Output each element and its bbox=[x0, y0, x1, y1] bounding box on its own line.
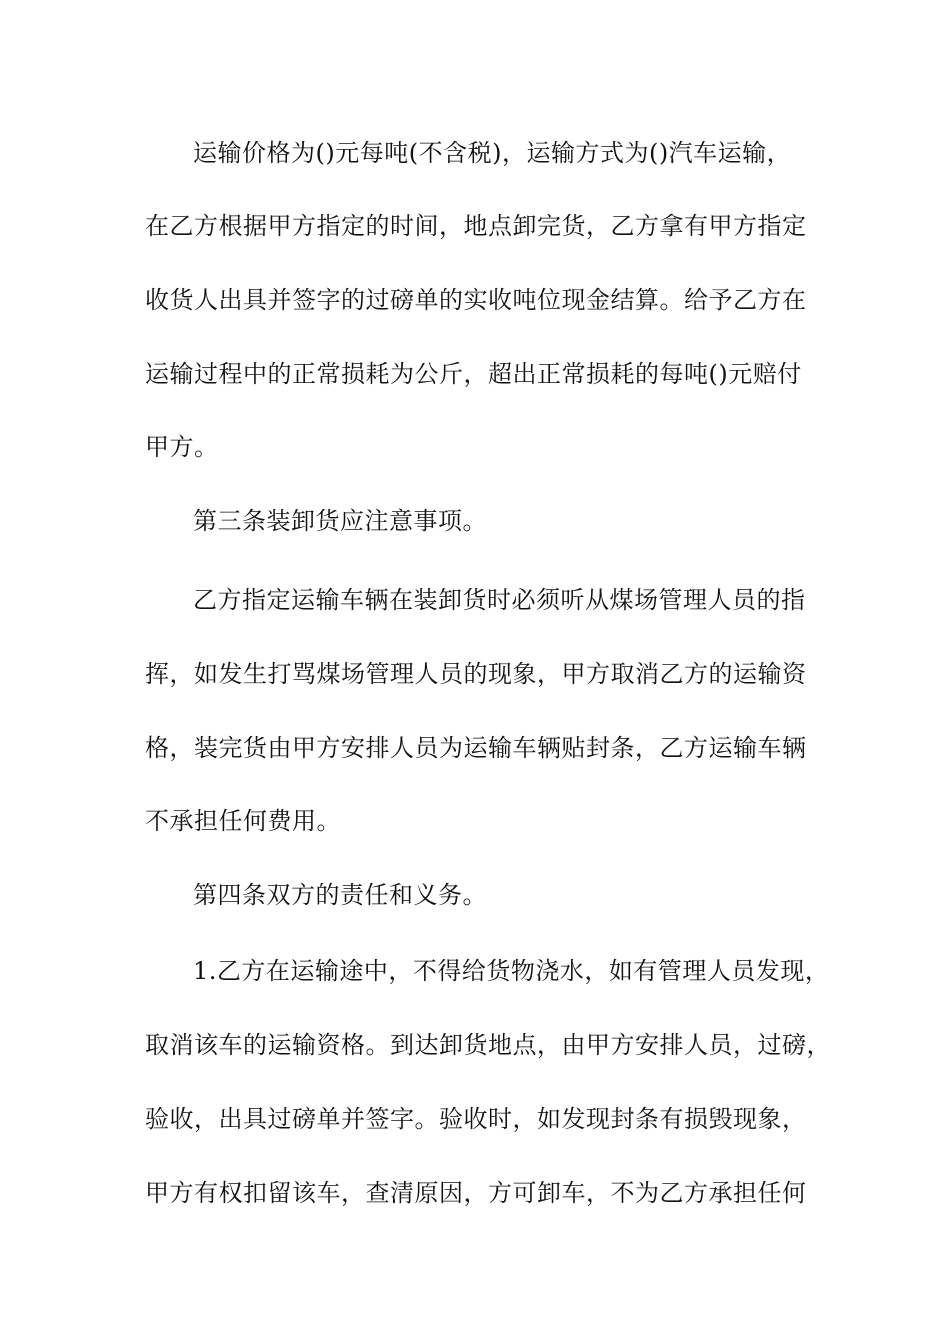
paragraph-line: 甲方。 bbox=[145, 433, 219, 461]
paragraph-line: 验收，出具过磅单并签字。验收时，如发现封条有损毁现象， bbox=[145, 1105, 807, 1133]
paragraph-line: 格，装完货由甲方安排人员为运输车辆贴封条，乙方运输车辆 bbox=[145, 734, 807, 762]
paragraph-line: 运输过程中的正常损耗为公斤，超出正常损耗的每吨()元赔付 bbox=[145, 360, 802, 388]
section-heading: 第三条装卸货应注意事项。 bbox=[193, 507, 487, 535]
section-heading: 第四条双方的责任和义务。 bbox=[193, 881, 487, 909]
paragraph-line: 不承担任何费用。 bbox=[145, 807, 341, 835]
paragraph-line: 在乙方根据甲方指定的时间，地点卸完货，乙方拿有甲方指定 bbox=[145, 212, 807, 240]
paragraph-line: 收货人出具并签字的过磅单的实收吨位现金结算。给予乙方在 bbox=[145, 286, 807, 314]
paragraph-line: 取消该车的运输资格。到达卸货地点，由甲方安排人员，过磅， bbox=[145, 1031, 831, 1059]
paragraph-line: 乙方指定运输车辆在装卸货时必须听从煤场管理人员的指 bbox=[193, 586, 806, 614]
paragraph-line: 运输价格为()元每吨(不含税)，运输方式为()汽车运输， bbox=[193, 139, 792, 167]
paragraph-line: 挥，如发生打骂煤场管理人员的现象，甲方取消乙方的运输资 bbox=[145, 660, 807, 688]
paragraph-line: 1.乙方在运输途中，不得给货物浇水，如有管理人员发现， bbox=[193, 957, 830, 985]
paragraph-line: 甲方有权扣留该车，查清原因，方可卸车，不为乙方承担任何 bbox=[145, 1179, 807, 1207]
